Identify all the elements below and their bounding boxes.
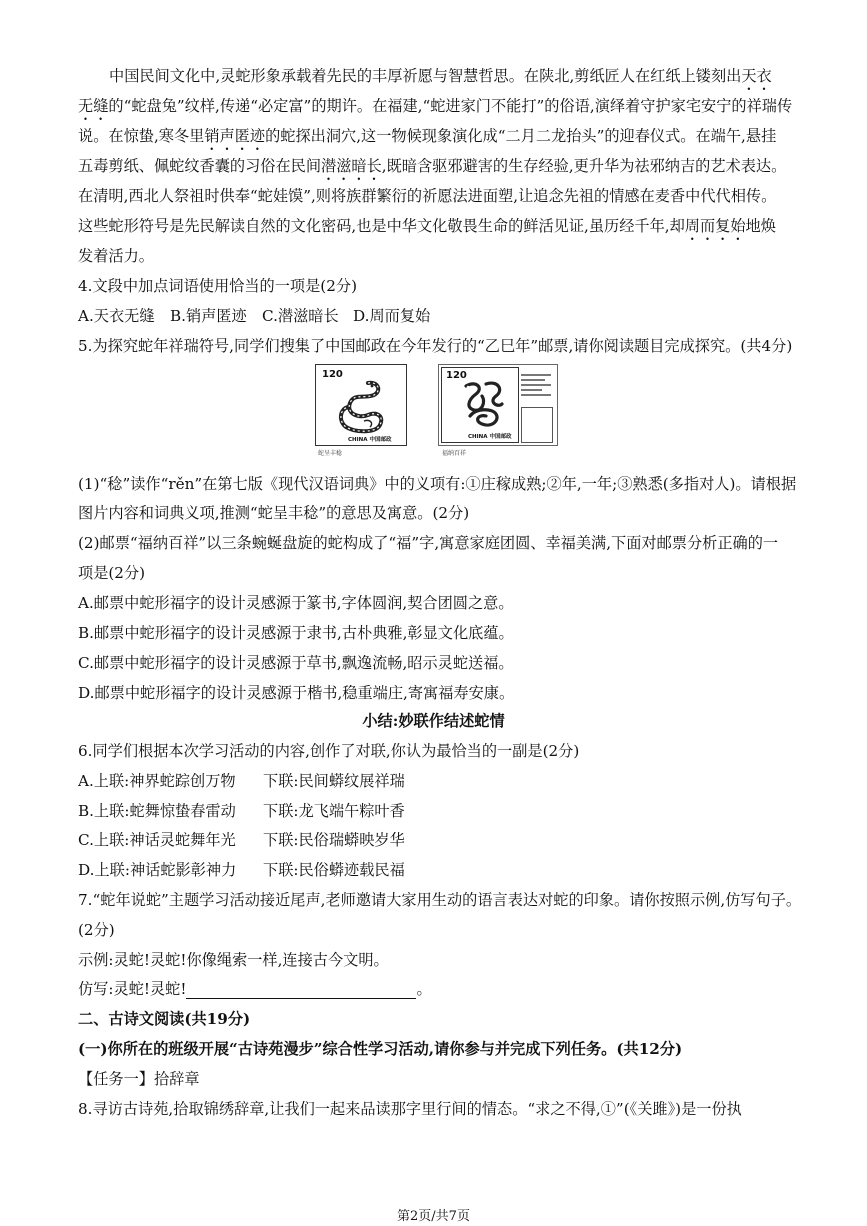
q7-imitate: 仿写:灵蛇!灵蛇! 。 — [78, 980, 432, 998]
summary-heading: 小结:妙联作结述蛇情 — [362, 712, 505, 730]
stamp-sheet-frame — [438, 364, 558, 446]
q6-option-b[interactable] — [78, 801, 789, 821]
q6-option-a[interactable] — [78, 771, 789, 791]
stamp-denomination: 120 — [322, 369, 343, 380]
stamp-sheet-box — [521, 407, 553, 443]
q5-option-b[interactable]: B.邮票中蛇形福字的设计灵感源于隶书,古朴典雅,彰显文化底蕴。 — [78, 624, 514, 642]
upper-couplet: D.上联:神话蛇影彰神力 — [78, 861, 237, 879]
passage-line-5: 在清明,西北人祭祖时供奉“蛇娃馍”,则将族群繁衍的祈愿法进面塑,让追念先祖的情感在麦香中代代相传。 — [78, 187, 777, 205]
lower-couplet: 下联:民俗瑞蟒映岁华 — [263, 831, 405, 849]
dotted-word: 销声匿迹 — [204, 127, 266, 145]
passage-line-3: 说。在惊蛰,寒冬里销声匿迹的蛇探出洞穴,这一物候现象演化成“二月二龙抬头”的迎春仪式。在端午,悬挂 — [78, 127, 777, 145]
upper-couplet: C.上联:神话灵蛇舞年光 — [78, 831, 236, 849]
stamp-she-cheng-feng-ren — [312, 362, 412, 460]
q4-option-c[interactable]: C.潜滋暗长 — [262, 307, 339, 325]
q5-part2-line-2: 项是(2分) — [78, 564, 146, 582]
lower-couplet: 下联:民间蟒纹展祥瑞 — [263, 772, 405, 790]
lower-couplet: 下联:民俗蟒迹载民福 — [263, 861, 405, 879]
q4-stem: 4.文段中加点词语使用恰当的一项是(2分) — [78, 277, 358, 295]
dotted-word: 潜滋暗长 — [321, 157, 382, 175]
q8-stem: 8.寻访古诗苑,拾取锦绣辞章,让我们一起来品读那字里行间的情态。“求之不得,①”(《关雎》)是一份执 — [78, 1100, 742, 1118]
subsection-heading: (一)你所在的班级开展“古诗苑漫步”综合性学习活动,请你参与并完成下列任务。(共12分) — [78, 1040, 683, 1058]
dotted-word: 天衣 — [741, 67, 772, 85]
q5-part2-line-1: (2)邮票“福纳百祥”以三条蜿蜒盘旋的蛇构成了“福”字,寓意家庭团圆、幸福美满,下面对邮票分析正确的一 — [78, 534, 779, 552]
passage-line-4: 五毒剪纸、佩蛇纹香囊的习俗在民间潜滋暗长,既暗含驱邪避害的生存经验,更升华为祛邪纳吉的艺术表达。 — [78, 157, 787, 175]
q5-part1-line-2: 图片内容和词典义项,推测“蛇呈丰稔”的意思及寓意。(2分) — [78, 504, 470, 522]
q6-stem: 6.同学们根据本次学习活动的内容,创作了对联,你认为最恰当的一副是(2分) — [78, 742, 580, 760]
q5-option-c[interactable]: C.邮票中蛇形福字的设计灵感源于草书,飘逸流畅,昭示灵蛇送福。 — [78, 654, 514, 672]
lower-couplet: 下联:龙飞端午粽叶香 — [263, 802, 405, 820]
q5-stem: 5.为探究蛇年祥瑞符号,同学们搜集了中国邮政在今年发行的“乙巳年”邮票,请你阅读题目完成探究。(共4分) — [78, 337, 793, 355]
q7-stem-line-1: 7.“蛇年说蛇”主题学习活动接近尾声,老师邀请大家用生动的语言表达对蛇的印象。请你按照示例,仿写句子。 — [78, 891, 802, 909]
q7-stem-line-2: (2分) — [78, 921, 115, 939]
answer-blank[interactable] — [186, 982, 416, 999]
snake-fu-character-icon — [456, 378, 510, 430]
stamp-denomination: 120 — [446, 370, 467, 381]
stamp-brand: CHINA 中国邮政 — [468, 434, 512, 440]
q5-part1-line-1: (1)“稔”读作“rěn”在第七版《现代汉语词典》中的义项有:①庄稼成熟;②年,一年;③熟悉(多指对人)。请根据 — [78, 475, 797, 493]
passage-line-1: 中国民间文化中,灵蛇形象承载着先民的丰厚祈愿与智慧哲思。在陕北,剪纸匠人在红纸上镂刻出天衣 — [109, 67, 772, 85]
section-heading: 二、古诗文阅读(共19分) — [78, 1010, 251, 1028]
snake-illustration-icon — [334, 377, 394, 435]
q5-option-a[interactable]: A.邮票中蛇形福字的设计灵感源于篆书,字体圆润,契合团圆之意。 — [78, 594, 514, 612]
q4-option-a[interactable]: A.天衣无缝 — [78, 307, 155, 325]
stamp-caption: 蛇呈丰稔 — [318, 450, 343, 457]
q6-option-d[interactable] — [78, 860, 789, 880]
upper-couplet: A.上联:神界蛇踪创万物 — [78, 772, 236, 790]
dotted-word: 无缝 — [78, 97, 109, 115]
q7-example: 示例:灵蛇!灵蛇!你像绳索一样,连接古今文明。 — [78, 951, 389, 969]
stamp-frame — [441, 367, 519, 443]
q5-option-d[interactable]: D.邮票中蛇形福字的设计灵感源于楷书,稳重端庄,寄寓福寿安康。 — [78, 684, 515, 702]
q4-option-b[interactable]: B.销声匿迹 — [170, 307, 247, 325]
dotted-word: 周而复始 — [684, 217, 746, 235]
stamp-fu-na-bai-xiang — [438, 362, 558, 460]
upper-couplet: B.上联:蛇舞惊蛰春雷动 — [78, 802, 236, 820]
page-number: 第2页/共7页 — [397, 1209, 470, 1224]
stamp-frame — [315, 364, 407, 446]
stamp-brand: CHINA 中国邮政 — [348, 437, 392, 443]
passage-line-2: 无缝的“蛇盘兔”纹样,传递“必定富”的期许。在福建,“蛇进家门不能打”的俗语,演绎着守护家宅安宁的祥瑞传 — [78, 97, 793, 115]
stamp-caption: 福纳百祥 — [442, 450, 467, 457]
stamp-sheet-text-block — [521, 371, 551, 401]
task-heading: 【任务一】拾辞章 — [78, 1070, 200, 1088]
passage-line-6: 这些蛇形符号是先民解读自然的文化密码,也是中华文化敬畏生命的鲜活见证,虽历经千年,却周而复始地焕 — [78, 217, 776, 235]
passage-line-7: 发着活力。 — [78, 247, 154, 265]
q6-option-c[interactable] — [78, 830, 789, 850]
q4-option-d[interactable]: D.周而复始 — [353, 307, 431, 325]
